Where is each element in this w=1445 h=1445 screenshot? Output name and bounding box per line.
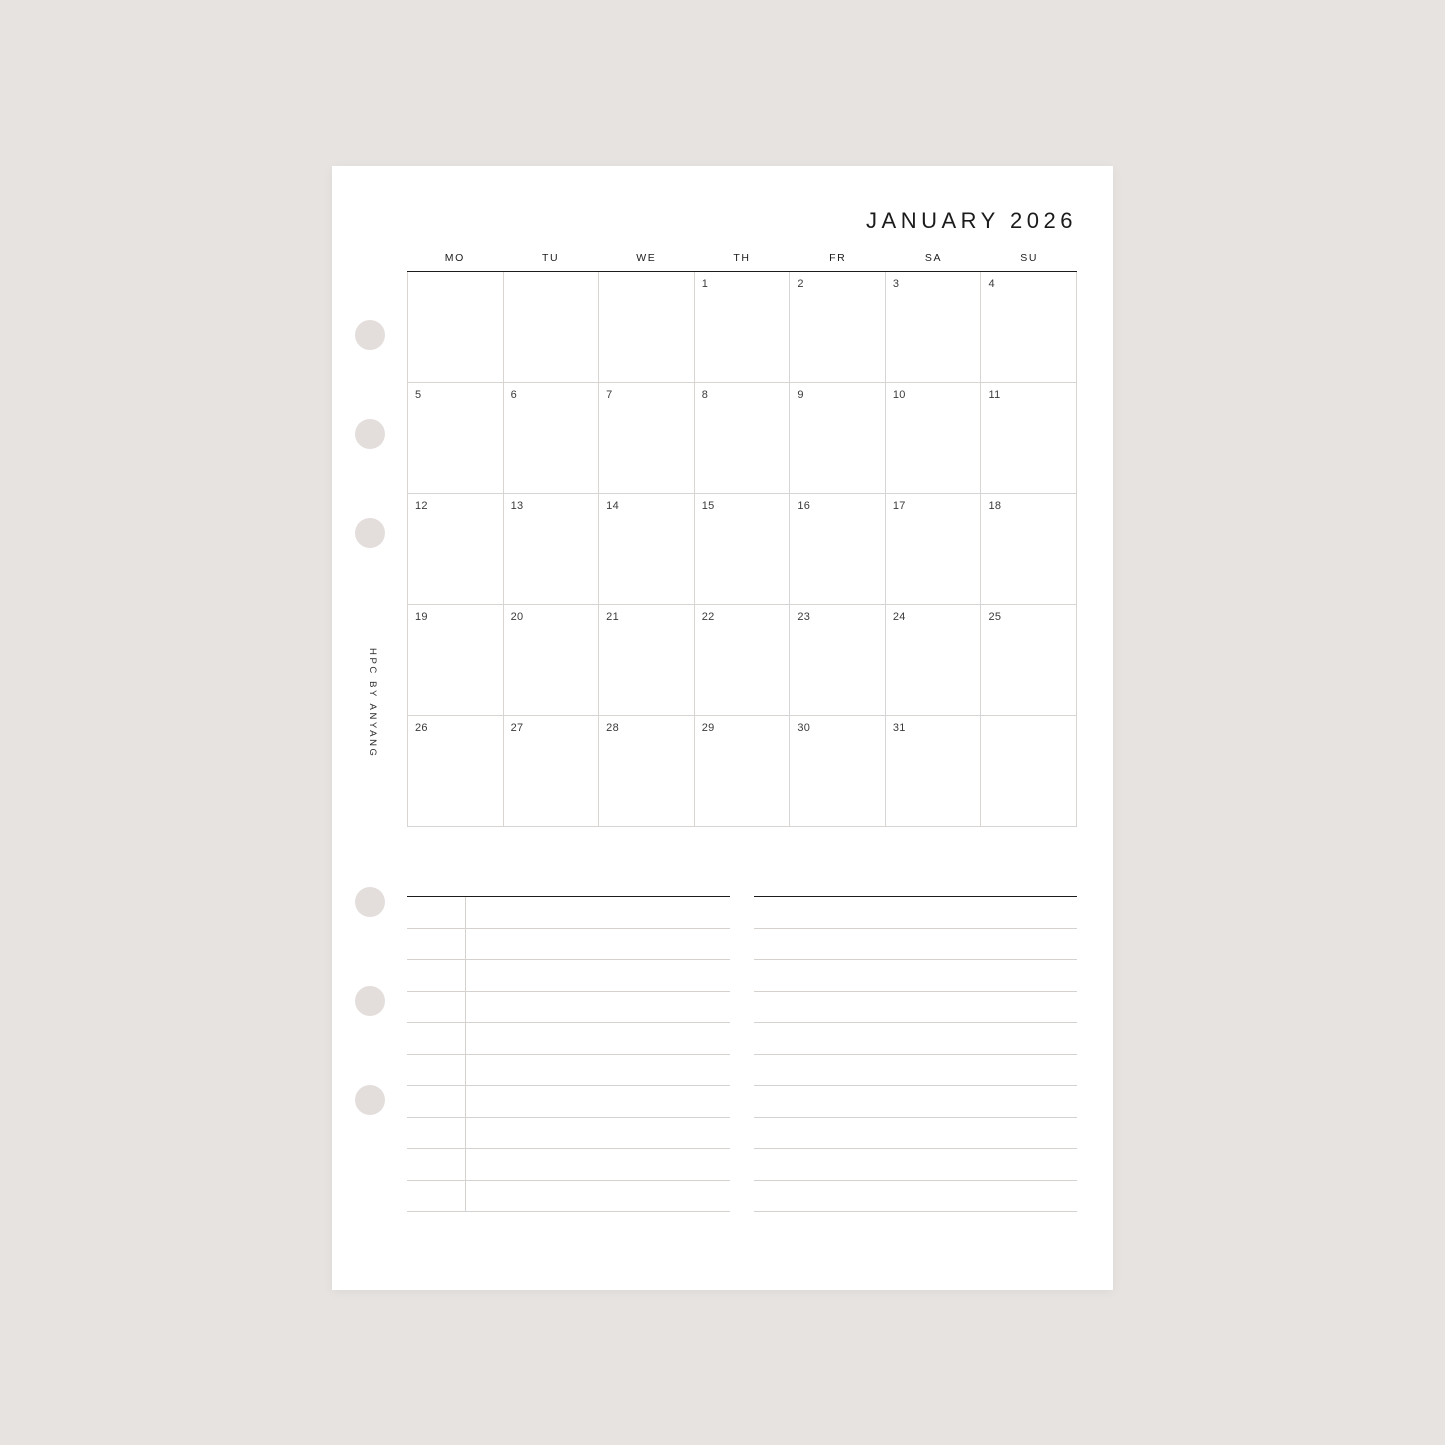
day-number: 7 [606, 389, 613, 401]
day-number: 23 [797, 611, 811, 623]
note-line[interactable] [754, 1149, 1077, 1181]
day-number: 26 [415, 722, 428, 734]
day-cell[interactable] [695, 605, 791, 716]
note-line[interactable] [407, 992, 730, 1024]
notes-section [407, 896, 1077, 1212]
day-cell[interactable] [886, 605, 982, 716]
day-cell[interactable] [407, 383, 504, 494]
day-number: 2 [797, 278, 804, 290]
day-number: 9 [797, 389, 804, 401]
weekday-sa: SA [924, 252, 943, 264]
day-cell[interactable] [790, 383, 886, 494]
day-cell[interactable] [790, 716, 886, 827]
day-cell[interactable] [695, 494, 791, 605]
note-line[interactable] [754, 992, 1077, 1024]
note-line[interactable] [754, 1118, 1077, 1150]
day-cell[interactable] [790, 605, 886, 716]
calendar-week-row [407, 494, 1077, 605]
note-line[interactable] [407, 1181, 730, 1213]
day-cell[interactable] [790, 494, 886, 605]
note-line[interactable] [754, 1055, 1077, 1087]
day-number: 4 [988, 278, 995, 290]
day-number: 19 [415, 611, 428, 623]
calendar-week-row [407, 716, 1077, 827]
day-cell[interactable] [504, 605, 600, 716]
day-cell[interactable] [599, 605, 695, 716]
note-line[interactable] [407, 1149, 730, 1181]
day-cell[interactable] [886, 494, 982, 605]
day-cell[interactable] [407, 494, 504, 605]
day-cell[interactable] [695, 383, 791, 494]
day-number: 30 [797, 722, 811, 734]
note-line[interactable] [407, 929, 730, 961]
day-cell[interactable] [981, 494, 1077, 605]
note-line[interactable] [407, 1023, 730, 1055]
note-line[interactable] [754, 960, 1077, 992]
day-cell[interactable] [407, 272, 504, 383]
note-line[interactable] [754, 929, 1077, 961]
weekday-mo: MO [444, 252, 465, 264]
day-cell[interactable] [407, 716, 504, 827]
day-cell[interactable] [981, 272, 1077, 383]
binder-hole-icon [355, 518, 385, 548]
day-cell[interactable] [504, 383, 600, 494]
day-number: 10 [892, 389, 906, 401]
note-line[interactable] [407, 1086, 730, 1118]
brand-side-label: HPC BY ANYANG [367, 648, 378, 759]
calendar-week-row [407, 605, 1077, 716]
day-cell[interactable] [886, 272, 982, 383]
note-line[interactable] [754, 897, 1077, 929]
day-number: 12 [415, 500, 428, 512]
day-number: 15 [701, 500, 715, 512]
note-line[interactable] [407, 897, 730, 929]
page-title: JANUARY 2026 [866, 208, 1077, 233]
note-line[interactable] [754, 1086, 1077, 1118]
binder-hole-icon [355, 887, 385, 917]
note-line[interactable] [407, 1055, 730, 1087]
day-number: 5 [415, 389, 422, 401]
planner-page [332, 166, 1113, 1290]
day-cell[interactable] [504, 716, 600, 827]
note-line[interactable] [407, 960, 730, 992]
notes-column-left [407, 896, 730, 1212]
day-cell[interactable] [981, 716, 1077, 827]
note-line[interactable] [754, 1023, 1077, 1055]
calendar-week-row [407, 272, 1077, 383]
day-number: 22 [701, 611, 715, 623]
day-number: 16 [797, 500, 811, 512]
binder-hole-icon [355, 320, 385, 350]
day-number: 25 [988, 611, 1002, 623]
day-number: 1 [701, 278, 709, 290]
day-number: 3 [892, 278, 900, 290]
binder-hole-icon [355, 419, 385, 449]
weekday-header-row [407, 252, 1077, 272]
day-cell[interactable] [504, 494, 600, 605]
day-number: 29 [701, 722, 715, 734]
note-line[interactable] [407, 1118, 730, 1150]
monthly-calendar [407, 252, 1077, 827]
notes-column-right [754, 896, 1077, 1212]
calendar-week-row [407, 383, 1077, 494]
day-cell[interactable] [790, 272, 886, 383]
day-cell[interactable] [599, 716, 695, 827]
day-number: 8 [701, 389, 709, 401]
day-cell[interactable] [599, 272, 695, 383]
weekday-th: TH [733, 252, 751, 264]
day-number: 13 [510, 500, 524, 512]
day-number: 11 [988, 389, 1001, 401]
day-cell[interactable] [599, 383, 695, 494]
note-line[interactable] [754, 1181, 1077, 1213]
day-number: 20 [510, 611, 524, 623]
day-number: 28 [606, 722, 619, 734]
weekday-tu: TU [541, 252, 560, 264]
weekday-we: WE [636, 252, 657, 264]
day-number: 24 [892, 611, 906, 623]
day-cell[interactable] [695, 716, 791, 827]
day-number: 27 [510, 722, 524, 734]
day-number: 14 [606, 500, 619, 512]
weekday-fr: FR [829, 252, 847, 264]
day-number: 31 [892, 722, 906, 734]
day-cell[interactable] [981, 383, 1077, 494]
binder-hole-icon [355, 1085, 385, 1115]
day-number: 17 [892, 500, 906, 512]
day-cell[interactable] [599, 494, 695, 605]
day-cell[interactable] [886, 716, 982, 827]
weekday-su: SU [1020, 252, 1039, 264]
day-number: 21 [606, 611, 619, 623]
day-number: 6 [510, 389, 517, 401]
day-cell[interactable] [407, 605, 504, 716]
day-number: 18 [988, 500, 1002, 512]
day-cell[interactable] [981, 605, 1077, 716]
binder-hole-icon [355, 986, 385, 1016]
day-cell[interactable] [886, 383, 982, 494]
day-cell[interactable] [504, 272, 600, 383]
day-cell[interactable] [695, 272, 791, 383]
